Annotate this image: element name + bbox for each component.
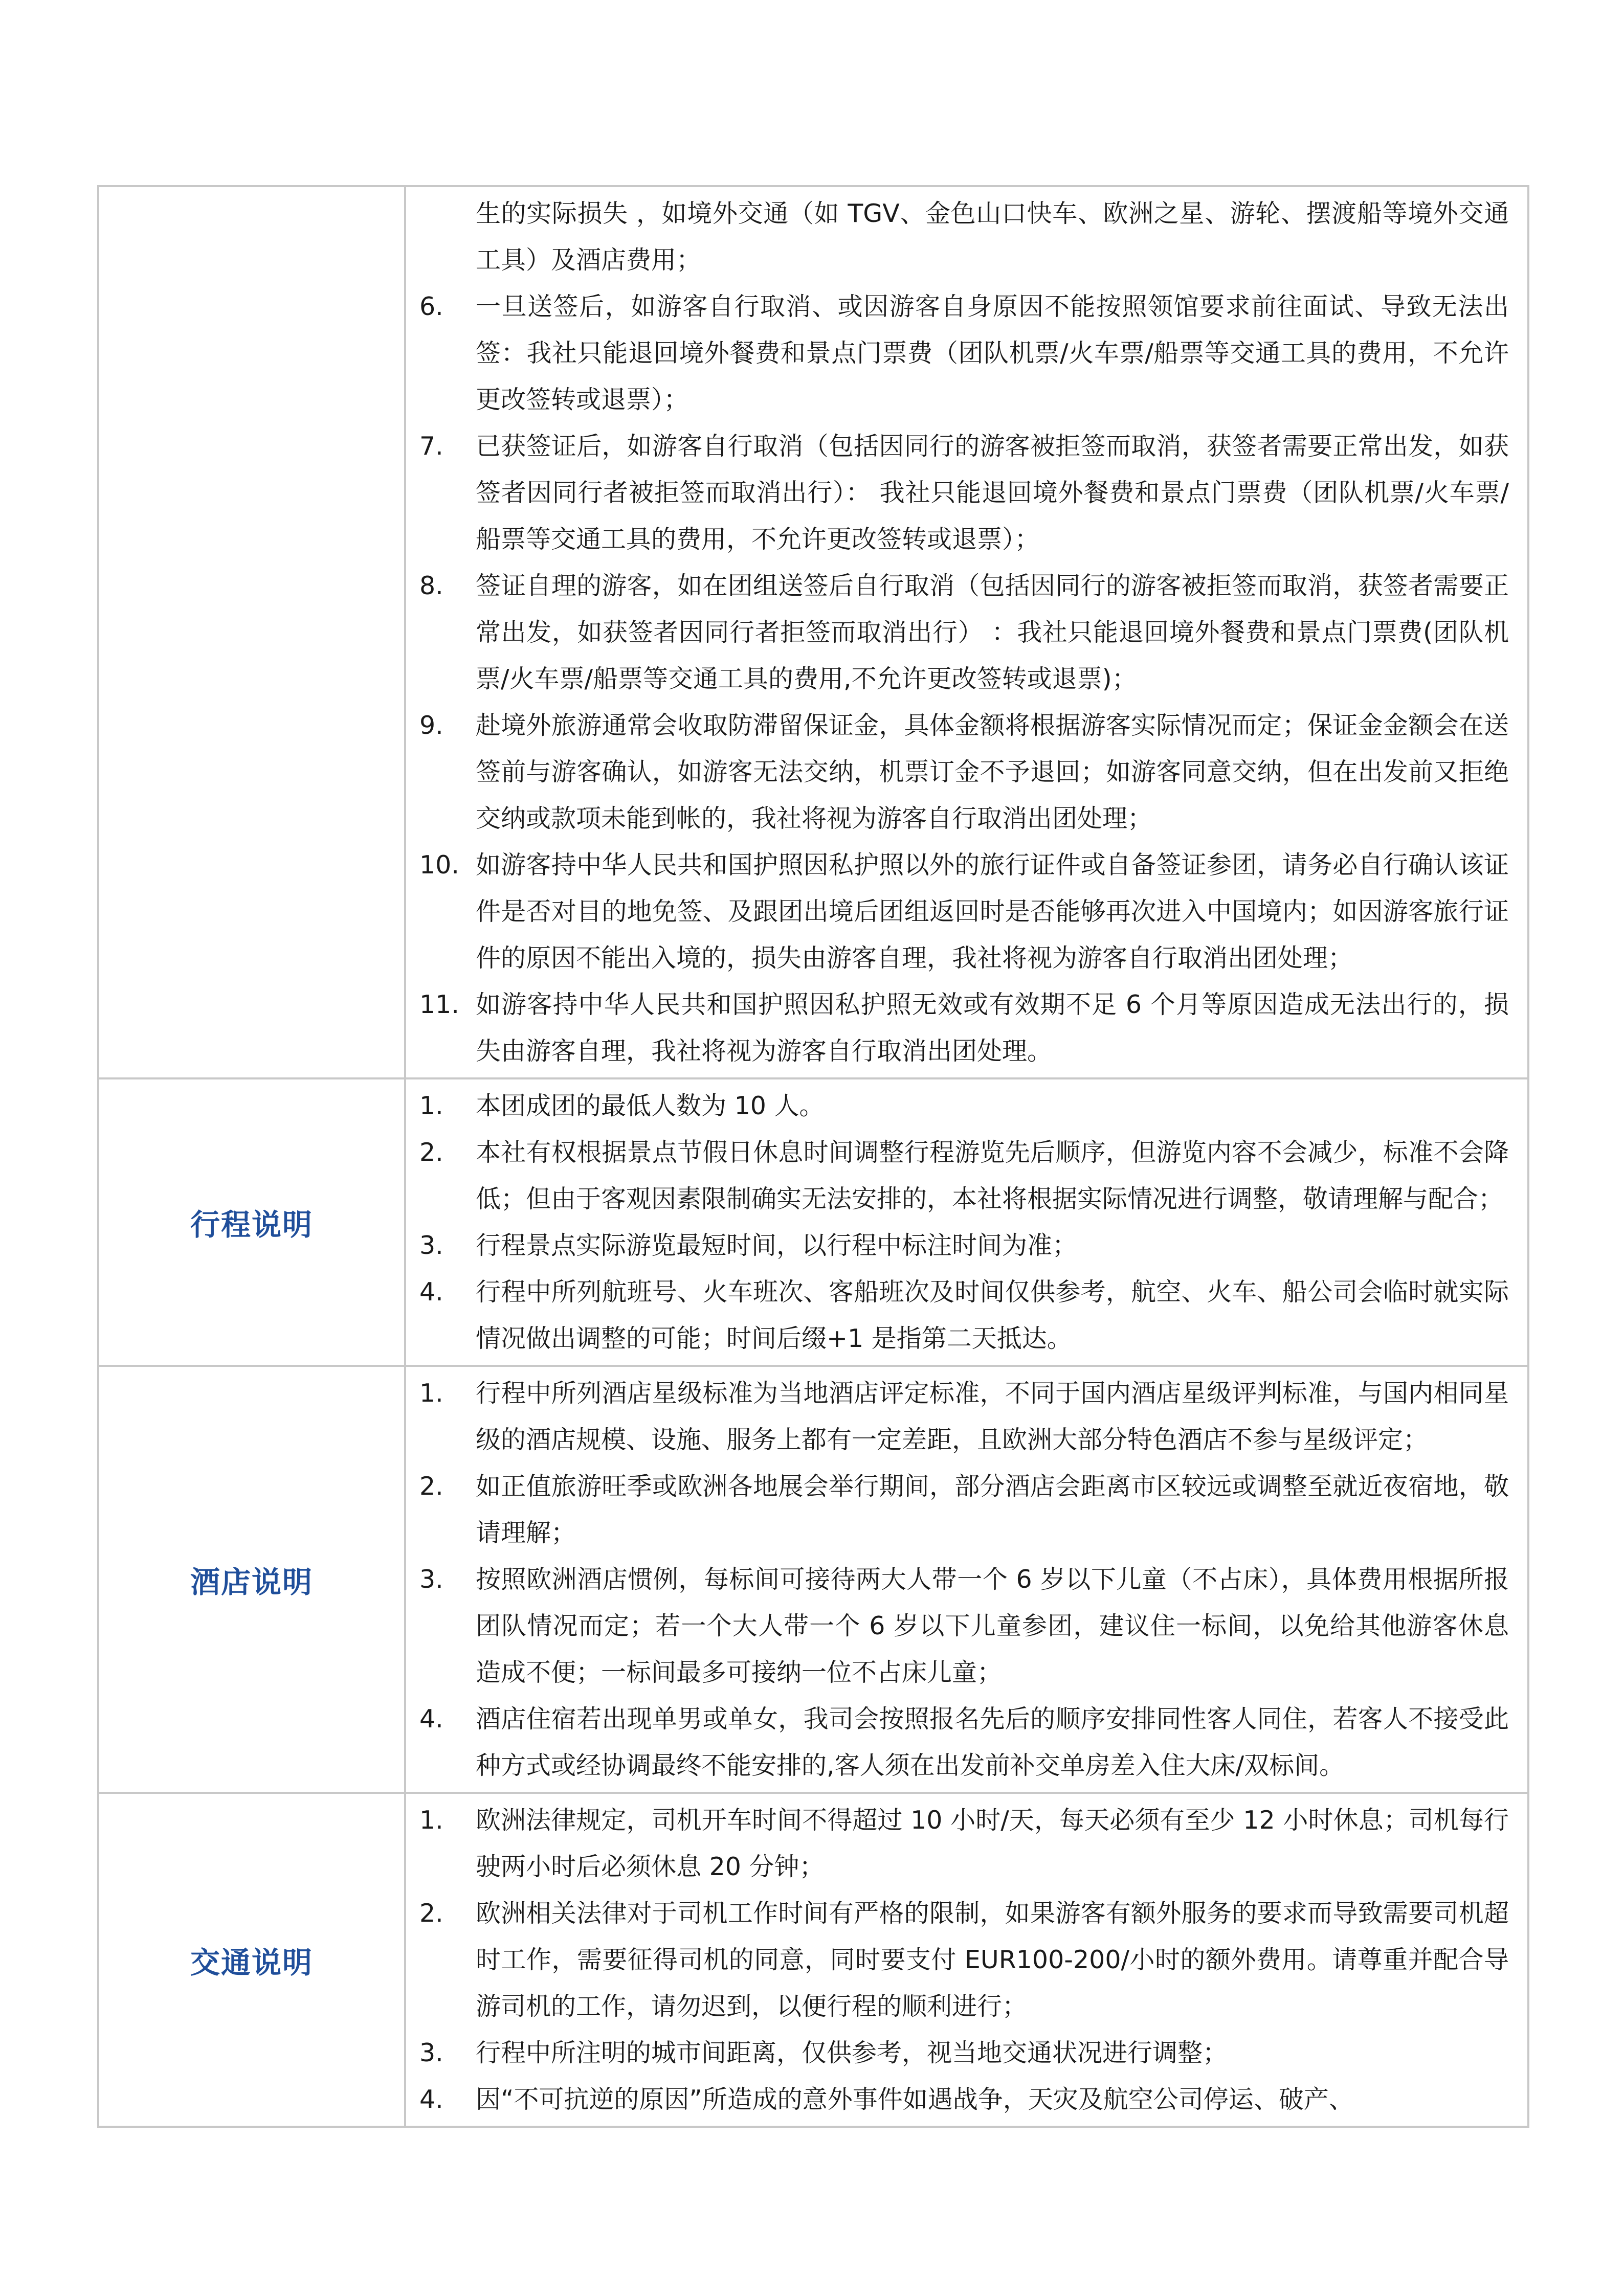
list-item-text: 签证自理的游客，如在团组送签后自行取消（包括因同行的游客被拒签而取消，获签者需要正常出发，如获签者因同行者拒签而取消出行） ：我社只能退回境外餐费和景点门票费(团队机票/火车票/船票等交通工具的费用,不允许更改签转或退票)； <box>476 571 1509 693</box>
list-item-number: 9. <box>419 711 443 740</box>
list-item <box>419 1370 1509 1463</box>
section-label: 交通说明 <box>190 1945 313 1980</box>
list-item-number: 4. <box>419 1277 443 1307</box>
list-item <box>419 1797 1509 1890</box>
list-item <box>419 842 1509 981</box>
list-item <box>419 1269 1509 1362</box>
continued-text: 生的实际损失 ，如境外交通（如 TGV、金色山口快车、欧洲之星、游轮、摆渡船等境外交通工具）及酒店费用； <box>476 199 1509 275</box>
list-item <box>419 2030 1509 2076</box>
terms-table <box>97 185 1529 2128</box>
list-item-text: 酒店住宿若出现单男或单女，我司会按照报名先后的顺序安排同性客人同住，若客人不接受此种方式或经协调最终不能安排的,客人须在出发前补交单房差入住大床/双标间。 <box>476 1704 1509 1780</box>
list-item <box>419 2076 1509 2123</box>
list-item-number: 1. <box>419 1379 443 1408</box>
list-item-text: 因“不可抗逆的原因”所造成的意外事件如遇战争，天灾及航空公司停运、破产、 <box>476 2085 1354 2114</box>
list-item-number: 2. <box>419 1899 443 1928</box>
section-row <box>98 186 1528 1078</box>
list-item-number: 2. <box>419 1138 443 1167</box>
list-item <box>419 1463 1509 1556</box>
section-content-cell <box>405 1078 1528 1366</box>
list-item-text: 如正值旅游旺季或欧洲各地展会举行期间，部分酒店会距离市区较远或调整至就近夜宿地，敬请理解； <box>476 1472 1509 1547</box>
list-item-number: 3. <box>419 2038 443 2067</box>
list-item <box>419 1890 1509 2030</box>
list-item <box>419 981 1509 1074</box>
numbered-list <box>419 283 1509 1074</box>
list-item-number: 4. <box>419 1704 443 1734</box>
section-row <box>98 1078 1528 1366</box>
list-item-text: 按照欧洲酒店惯例，每标间可接待两大人带一个 6 岁以下儿童（不占床），具体费用根据所报团队情况而定；若一个大人带一个 6 岁以下儿童参团，建议住一标间，以免给其他游客休息造成不便；一标间最多可接纳一位不占床儿童； <box>476 1565 1509 1687</box>
list-item-number: 11. <box>419 990 459 1019</box>
list-item-text: 行程中所列酒店星级标准为当地酒店评定标准，不同于国内酒店星级评判标准，与国内相同星级的酒店规模、设施、服务上都有一定差距，且欧洲大部分特色酒店不参与星级评定； <box>476 1379 1509 1454</box>
list-item-number: 6. <box>419 292 443 321</box>
section-label-cell <box>98 1366 405 1793</box>
section-label: 酒店说明 <box>190 1564 313 1600</box>
list-item <box>419 283 1509 423</box>
numbered-list <box>419 1370 1509 1789</box>
list-item-text: 欧洲相关法律对于司机工作时间有严格的限制，如果游客有额外服务的要求而导致需要司机超时工作，需要征得司机的同意，同时要支付 EUR100-200/小时的额外费用。请尊重并配合导游司机的工作，请勿迟到，以便行程的顺利进行； <box>476 1899 1509 2021</box>
section-content-cell <box>405 1366 1528 1793</box>
list-item-text: 行程中所注明的城市间距离，仅供参考，视当地交通状况进行调整； <box>476 2038 1228 2067</box>
list-item-number: 1. <box>419 1091 443 1120</box>
list-item-number: 2. <box>419 1472 443 1501</box>
list-item-text: 欧洲法律规定，司机开车时间不得超过 10 小时/天，每天必须有至少 12 小时休息；司机每行驶两小时后必须休息 20 分钟； <box>476 1806 1509 1881</box>
list-item-text: 本团成团的最低人数为 10 人。 <box>476 1091 825 1120</box>
section-label: 行程说明 <box>190 1207 313 1242</box>
list-item-number: 3. <box>419 1565 443 1594</box>
section-label-cell <box>98 186 405 1078</box>
list-item-number: 1. <box>419 1806 443 1835</box>
list-item-number: 3. <box>419 1231 443 1260</box>
list-item-text: 行程景点实际游览最短时间，以行程中标注时间为准； <box>476 1231 1078 1260</box>
section-row <box>98 1366 1528 1793</box>
list-item <box>419 1083 1509 1129</box>
list-item <box>419 562 1509 702</box>
list-item <box>419 1129 1509 1222</box>
section-content-cell <box>405 186 1528 1078</box>
list-item <box>419 1556 1509 1696</box>
list-item-number: 8. <box>419 571 443 600</box>
list-item <box>419 1696 1509 1789</box>
list-item-number: 7. <box>419 432 443 461</box>
list-item-number: 10. <box>419 850 459 880</box>
terms-table-body <box>98 186 1528 2127</box>
list-item-number: 4. <box>419 2085 443 2114</box>
list-item <box>419 1222 1509 1269</box>
list-item-text: 如游客持中华人民共和国护照因私护照以外的旅行证件或自备签证参团，请务必自行确认该证件是否对目的地免签、及跟团出境后团组返回时是否能够再次进入中国境内；如因游客旅行证件的原因不能出入境的，损失由游客自理，我社将视为游客自行取消出团处理； <box>476 850 1509 973</box>
list-item-text: 赴境外旅游通常会收取防滞留保证金，具体金额将根据游客实际情况而定；保证金金额会在送签前与游客确认，如游客无法交纳，机票订金不予退回；如游客同意交纳，但在出发前又拒绝交纳或款项未能到帐的，我社将视为游客自行取消出团处理； <box>476 711 1509 833</box>
list-item-text: 一旦送签后，如游客自行取消、或因游客自身原因不能按照领馆要求前往面试、导致无法出签：我社只能退回境外餐费和景点门票费（团队机票/火车票/船票等交通工具的费用，不允许更改签转或退票）； <box>476 292 1509 414</box>
list-item <box>419 423 1509 562</box>
list-item-text: 已获签证后，如游客自行取消（包括因同行的游客被拒签而取消，获签者需要正常出发，如获签者因同行者被拒签而取消出行）： 我社只能退回境外餐费和景点门票费（团队机票/火车票/船票等交通工具的费用，不允许更改签转或退票）； <box>476 432 1509 554</box>
numbered-list <box>419 1797 1509 2123</box>
section-label-cell <box>98 1793 405 2127</box>
section-row <box>98 1793 1528 2127</box>
numbered-list <box>419 1083 1509 1362</box>
section-content-cell <box>405 1793 1528 2127</box>
list-item-text: 本社有权根据景点节假日休息时间调整行程游览先后顺序，但游览内容不会减少，标准不会降低；但由于客观因素限制确实无法安排的，本社将根据实际情况进行调整，敬请理解与配合； <box>476 1138 1509 1213</box>
list-item-text: 如游客持中华人民共和国护照因私护照无效或有效期不足 6 个月等原因造成无法出行的，损失由游客自理，我社将视为游客自行取消出团处理。 <box>476 990 1509 1066</box>
section-label-cell <box>98 1078 405 1366</box>
list-item-text: 行程中所列航班号、火车班次、客船班次及时间仅供参考，航空、火车、船公司会临时就实际情况做出调整的可能；时间后缀+1 是指第二天抵达。 <box>476 1277 1509 1353</box>
list-item <box>419 702 1509 842</box>
